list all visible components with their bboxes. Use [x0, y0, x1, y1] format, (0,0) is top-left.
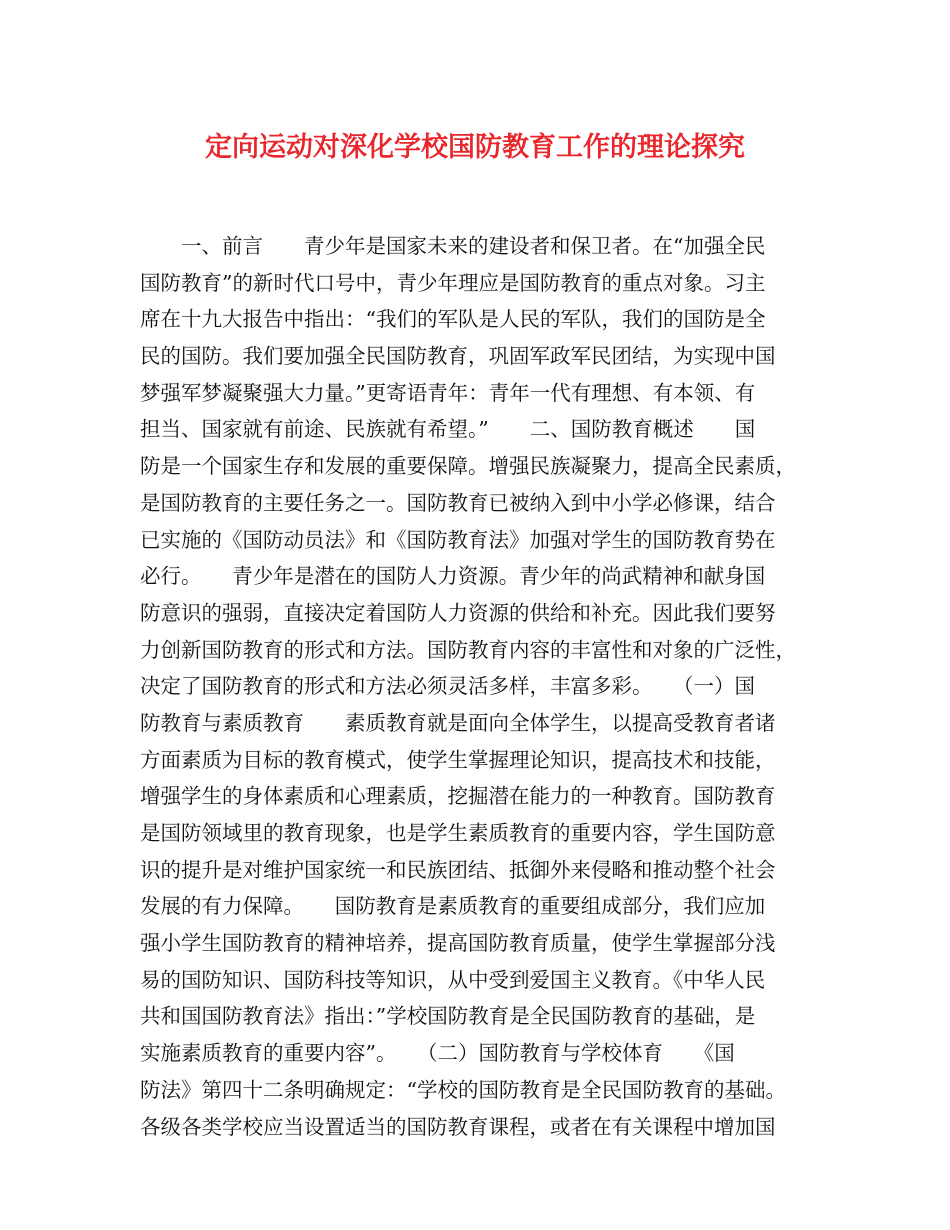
- body-line: 防法》第四十二条明确规定：“学校的国防教育是全民国防教育的基础。: [140, 1077, 786, 1102]
- body-line: 是国防教育的主要任务之一。国防教育已被纳入到中小学必修课，结合: [140, 490, 776, 515]
- body-line: 实施素质教育的重要内容”。 （二）国防教育与学校体育 《国: [140, 1041, 735, 1066]
- body-line: 识的提升是对维护国家统一和民族团结、抵御外来侵略和推动整个社会: [140, 857, 776, 882]
- body-line: 是国防领域里的教育现象，也是学生素质教育的重要内容，学生国防意: [140, 821, 776, 845]
- body-line: 梦强军梦凝聚强大力量。”更寄语青年：青年一代有理想、有本领、有: [140, 380, 756, 405]
- body-line: 防是一个国家生存和发展的重要保障。增强民族凝聚力，提高全民素质，: [140, 454, 796, 479]
- body-line: 共和国国防教育法》指出：”学校国防教育是全民国防教育的基础，是: [140, 1004, 756, 1029]
- body-line: 强小学生国防教育的精神培养，提高国防教育质量，使学生掌握部分浅: [140, 931, 776, 956]
- body-line: 增强学生的身体素质和心理素质，挖掘潜在能力的一种教育。国防教育: [140, 784, 776, 809]
- body-line: 各级各类学校应当设置适当的国防教育课程，或者在有关课程中增加国: [140, 1114, 776, 1139]
- body-line: 一、前言 青少年是国家未来的建设者和保卫者。在“加强全民: [140, 234, 766, 258]
- body-line: 民的国防。我们要加强全民国防教育，巩固军政军民团结，为实现中国: [140, 344, 776, 369]
- body-line: 防教育与素质教育 素质教育就是面向全体学生，以提高受教育者诸: [140, 710, 776, 735]
- body-line: 发展的有力保障。 国防教育是素质教育的重要组成部分，我们应加: [140, 894, 766, 919]
- body-line: 力创新国防教育的形式和方法。国防教育内容的丰富性和对象的广泛性，: [140, 637, 796, 662]
- document-title: 定向运动对深化学校国防教育工作的理论探究: [205, 132, 745, 163]
- body-line: 方面素质为目标的教育模式，使学生掌握理论知识，提高技术和技能，: [140, 747, 776, 772]
- body-line: 必行。 青少年是潜在的国防人力资源。青少年的尚武精神和献身国: [140, 564, 766, 589]
- body-line: 担当、国家就有前途、民族就有希望。” 二、国防教育概述 国: [140, 417, 756, 442]
- body-line: 易的国防知识、国防科技等知识，从中受到爱国主义教育。《中华人民: [140, 967, 766, 992]
- body-line: 国防教育”的新时代口号中，青少年理应是国防教育的重点对象。习主: [140, 270, 766, 295]
- document-body: [140, 228, 830, 1145]
- body-line: 决定了国防教育的形式和方法必须灵活多样，丰富多彩。 （一）国: [140, 674, 755, 699]
- body-line: 防意识的强弱，直接决定着国防人力资源的供给和补充。因此我们要努: [140, 600, 776, 625]
- body-line: 已实施的《国防动员法》和《国防教育法》加强对学生的国防教育势在: [140, 527, 776, 552]
- body-line: 席在十九大报告中指出：“我们的军队是人民的军队，我们的国防是全: [140, 307, 766, 332]
